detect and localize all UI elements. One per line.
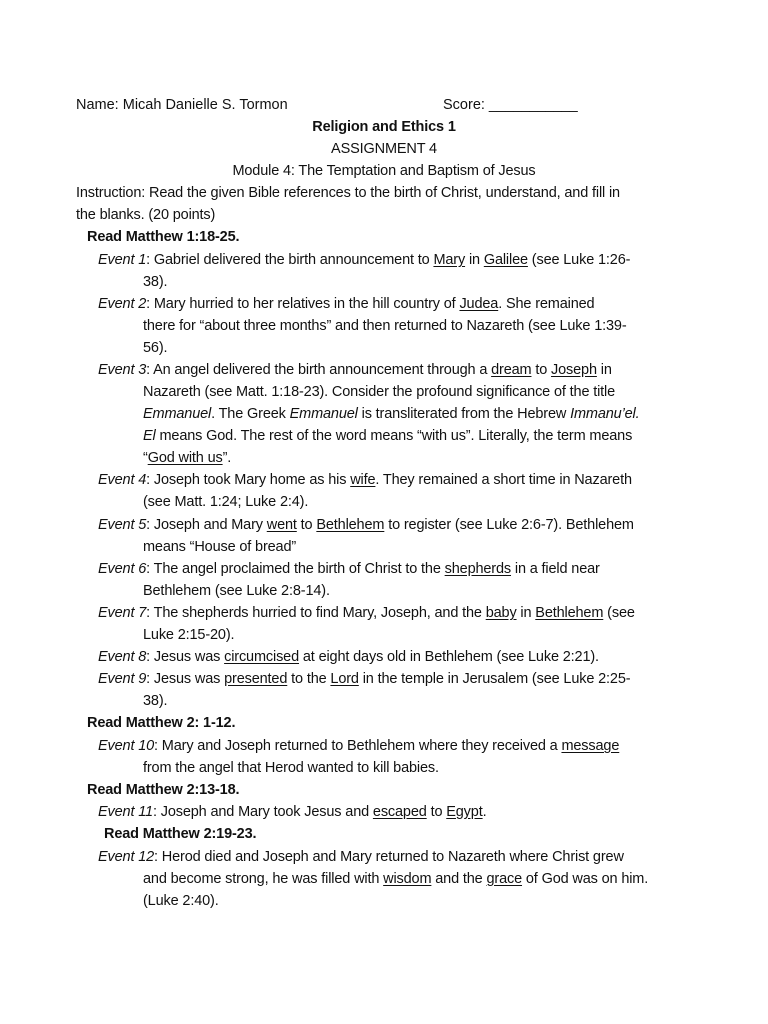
event-10-cont: from the angel that Herod wanted to kill babies. (143, 760, 439, 776)
answer-blank: circumcised (224, 649, 300, 665)
answer-blank: Egypt (446, 804, 483, 820)
event-4: Event 4: Joseph took Mary home as his wife. They remained a short time in Nazareth (98, 472, 632, 488)
event-label: Event 10 (98, 738, 155, 754)
answer-blank: escaped (372, 804, 427, 820)
section-heading: Read Matthew 2:19-23. (104, 826, 257, 842)
answer-blank: God with us (147, 450, 223, 466)
answer-blank: Joseph (551, 362, 597, 378)
answer-blank: went (266, 517, 297, 533)
answer-blank: Bethlehem (535, 605, 604, 621)
event-3-cont: El means God. The rest of the word means “with us”. Literally, the term means (143, 428, 633, 444)
event-label: Event 8 (98, 649, 147, 665)
answer-blank: Mary (433, 252, 466, 268)
event-12-cont: (Luke 2:40). (143, 893, 219, 909)
event-9: Event 9: Jesus was presented to the Lord in the temple in Jerusalem (see Luke 2:25- (98, 671, 631, 687)
event-3: Event 3: An angel delivered the birth announcement through a dream to Joseph in (98, 362, 612, 378)
answer-blank: message (561, 738, 620, 754)
answer-blank: dream (491, 362, 532, 378)
answer-blank: wife (350, 472, 376, 488)
answer-blank: Judea (459, 296, 499, 312)
assignment-title: ASSIGNMENT 4 (331, 141, 437, 157)
answer-blank: baby (485, 605, 517, 621)
event-9-cont: 38). (143, 693, 168, 709)
event-label: Event 5 (98, 517, 147, 533)
instruction-line-1: Instruction: Read the given Bible references to the birth of Christ, understand, and fill in (76, 185, 620, 201)
event-1-cont: 38). (143, 274, 168, 290)
event-5: Event 5: Joseph and Mary went to Bethlehem to register (see Luke 2:6-7). Bethlehem (98, 517, 634, 533)
answer-blank: Bethlehem (316, 517, 385, 533)
event-3-cont: Emmanuel. The Greek Emmanuel is transliterated from the Hebrew Immanu’el. (143, 406, 640, 422)
event-6: Event 6: The angel proclaimed the birth of Christ to the shepherds in a field near (98, 561, 600, 577)
section-heading: Read Matthew 1:18-25. (87, 229, 240, 245)
module-title: Module 4: The Temptation and Baptism of Jesus (232, 163, 536, 179)
score-field: Score: ___________ (443, 97, 578, 113)
student-name: Name: Micah Danielle S. Tormon (76, 97, 288, 113)
event-6-cont: Bethlehem (see Luke 2:8-14). (143, 583, 330, 599)
event-7: Event 7: The shepherds hurried to find Mary, Joseph, and the baby in Bethlehem (see (98, 605, 635, 621)
event-8: Event 8: Jesus was circumcised at eight days old in Bethlehem (see Luke 2:21). (98, 649, 599, 665)
answer-blank: presented (224, 671, 288, 687)
answer-blank: Lord (330, 671, 359, 687)
event-label: Event 2 (98, 296, 147, 312)
instruction-line-2: the blanks. (20 points) (76, 207, 216, 223)
event-label: Event 12 (98, 849, 155, 865)
event-11: Event 11: Joseph and Mary took Jesus and escaped to Egypt. (98, 804, 487, 820)
section-heading: Read Matthew 2:13-18. (87, 782, 240, 798)
event-1: Event 1: Gabriel delivered the birth announcement to Mary in Galilee (see Luke 1:26- (98, 252, 631, 268)
event-5-cont: means “House of bread” (143, 539, 297, 555)
event-4-cont: (see Matt. 1:24; Luke 2:4). (143, 494, 309, 510)
answer-blank: Galilee (483, 252, 528, 268)
event-2-cont: there for “about three months” and then returned to Nazareth (see Luke 1:39- (143, 318, 627, 334)
event-7-cont: Luke 2:15-20). (143, 627, 235, 643)
event-label: Event 11 (98, 804, 153, 820)
event-12-cont: and become strong, he was filled with wisdom and the grace of God was on him. (143, 871, 649, 887)
answer-blank: grace (486, 871, 523, 887)
event-3-cont: “God with us”. (143, 450, 232, 466)
event-label: Event 7 (98, 605, 147, 621)
event-label: Event 4 (98, 472, 147, 488)
section-heading: Read Matthew 2: 1-12. (87, 715, 236, 731)
event-10: Event 10: Mary and Joseph returned to Bethlehem where they received a message (98, 738, 620, 754)
event-label: Event 1 (98, 252, 147, 268)
event-12: Event 12: Herod died and Joseph and Mary returned to Nazareth where Christ grew (98, 849, 624, 865)
event-label: Event 6 (98, 561, 147, 577)
answer-blank: shepherds (444, 561, 512, 577)
event-label: Event 3 (98, 362, 147, 378)
event-2-cont: 56). (143, 340, 168, 356)
event-3-cont: Nazareth (see Matt. 1:18-23). Consider the profound significance of the title (143, 384, 616, 400)
event-2: Event 2: Mary hurried to her relatives in the hill country of Judea. She remained (98, 296, 595, 312)
event-label: Event 9 (98, 671, 147, 687)
course-title: Religion and Ethics 1 (312, 119, 456, 135)
answer-blank: wisdom (383, 871, 432, 887)
